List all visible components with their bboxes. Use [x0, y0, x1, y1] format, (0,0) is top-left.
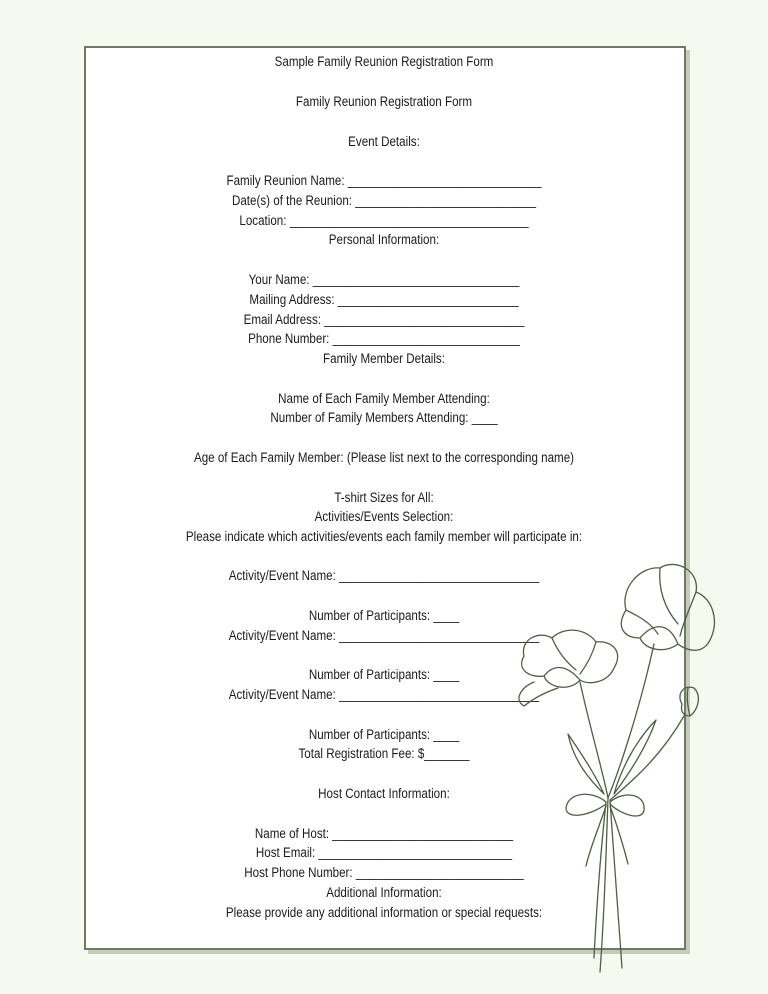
participants-field-1[interactable]: Number of Participants: ____	[308, 608, 460, 623]
reunion-name-field[interactable]: Family Reunion Name: ______________________________	[226, 173, 542, 188]
names-attending-label: Name of Each Family Member Attending:	[278, 391, 490, 406]
host-contact-heading: Host Contact Information:	[318, 786, 450, 801]
participants-field-3[interactable]: Number of Participants: ____	[308, 727, 460, 742]
personal-info-heading: Personal Information:	[328, 232, 440, 247]
additional-info-heading: Additional Information:	[326, 885, 442, 900]
activities-heading: Activities/Events Selection:	[314, 509, 454, 524]
participants-field-2[interactable]: Number of Participants: ____	[308, 667, 460, 682]
number-attending-field[interactable]: Number of Family Members Attending: ____	[270, 410, 498, 425]
mailing-address-field[interactable]: Mailing Address: ____________________________	[249, 292, 519, 307]
host-name-field[interactable]: Name of Host: ____________________________	[254, 826, 514, 841]
reunion-dates-field[interactable]: Date(s) of the Reunion: ____________________________	[231, 193, 537, 208]
tshirt-sizes-label: T-shirt Sizes for All:	[334, 490, 434, 505]
activity-name-field-3[interactable]: Activity/Event Name: _______________________________	[228, 687, 540, 702]
phone-number-field[interactable]: Phone Number: _____________________________	[248, 331, 520, 346]
activity-name-field-2[interactable]: Activity/Event Name: _______________________________	[228, 628, 540, 643]
host-phone-field[interactable]: Host Phone Number: __________________________	[244, 865, 524, 880]
activities-instruction: Please indicate which activities/events each family member will participate in:	[185, 529, 583, 544]
your-name-field[interactable]: Your Name: ________________________________	[248, 272, 520, 287]
additional-info-instruction: Please provide any additional information or special requests:	[225, 905, 543, 920]
email-address-field[interactable]: Email Address: _______________________________	[243, 312, 525, 327]
host-email-field[interactable]: Host Email: ______________________________	[255, 845, 513, 860]
document-title: Sample Family Reunion Registration Form	[274, 54, 494, 69]
ages-label: Age of Each Family Member: (Please list next to the corresponding name)	[193, 450, 575, 465]
location-field[interactable]: Location: _____________________________________	[239, 213, 529, 228]
total-fee-field[interactable]: Total Registration Fee: $_______	[298, 746, 470, 761]
poppy-bouquet-illustration	[500, 558, 768, 978]
form-title: Family Reunion Registration Form	[295, 94, 473, 109]
event-details-heading: Event Details:	[348, 134, 420, 149]
family-member-details-heading: Family Member Details:	[323, 351, 445, 366]
activity-name-field-1[interactable]: Activity/Event Name: _______________________________	[228, 568, 540, 583]
